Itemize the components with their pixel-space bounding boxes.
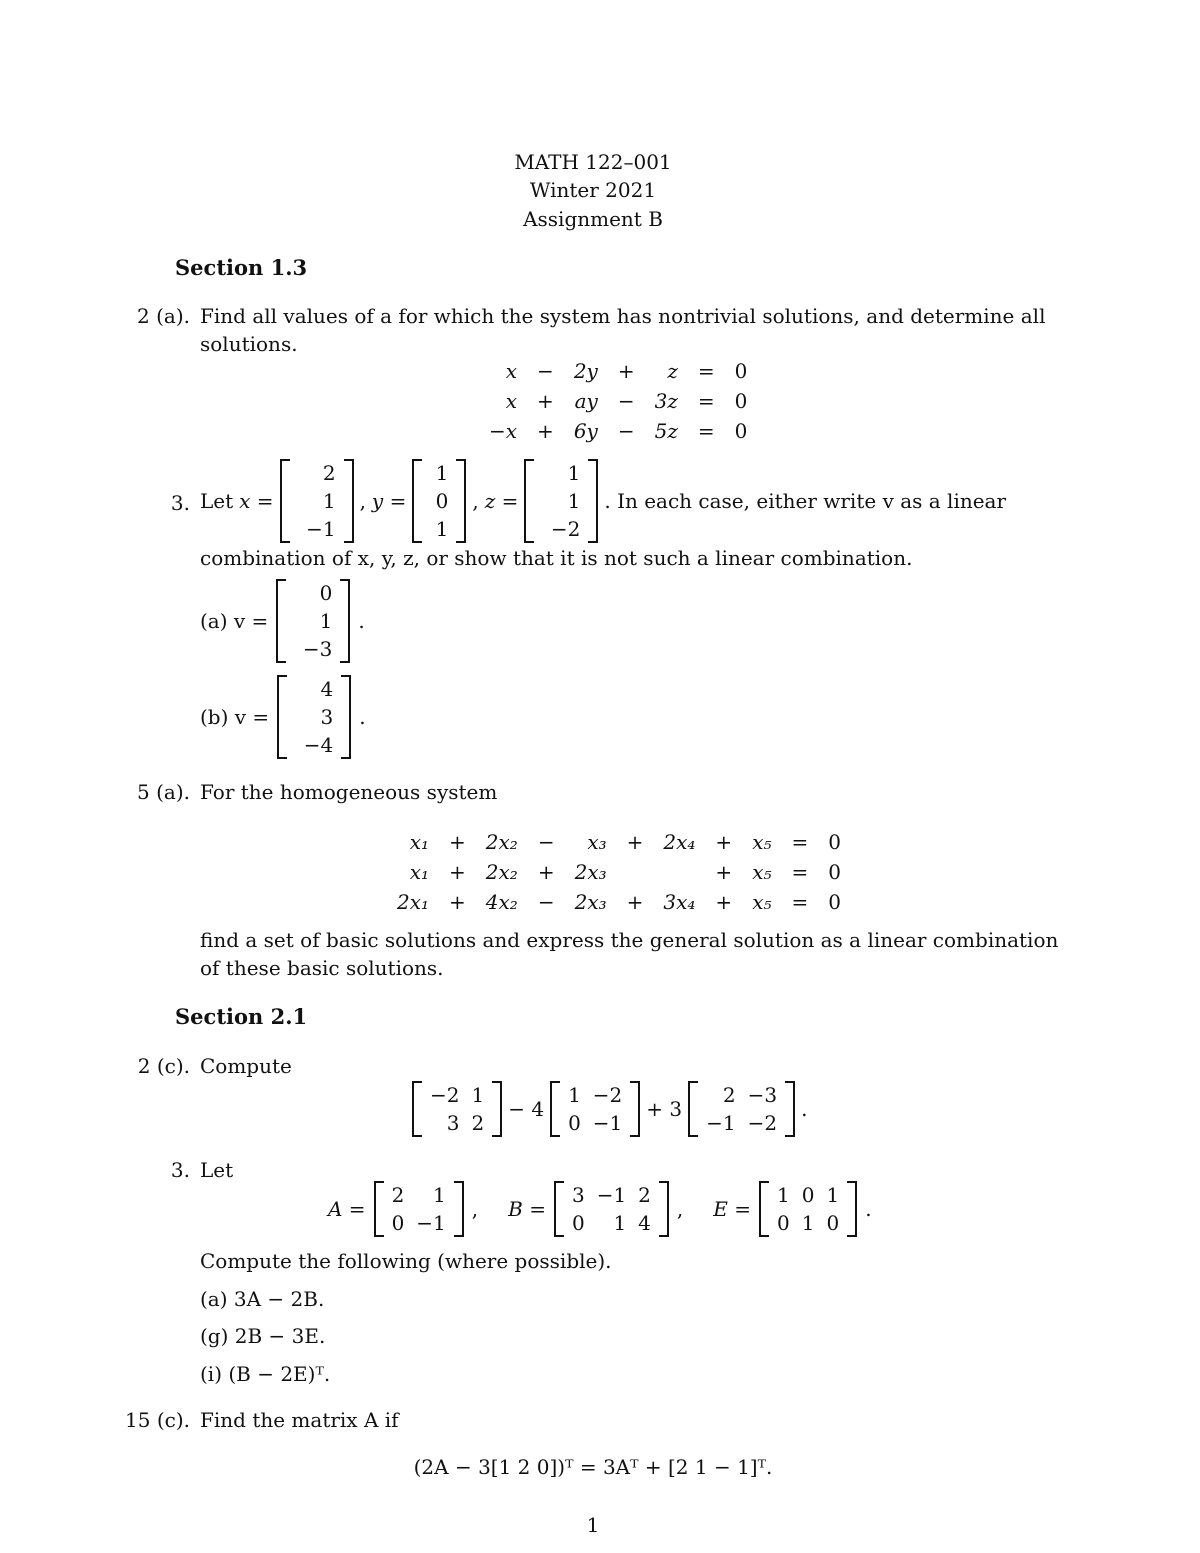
- vector-entry: −2: [550, 517, 581, 541]
- system-term: =: [791, 860, 809, 884]
- system-term: 5z: [654, 419, 678, 443]
- system-term: 0: [828, 890, 841, 914]
- system-term: +: [715, 890, 733, 914]
- matrix-entry: 1: [471, 1083, 485, 1107]
- system-term: +: [537, 389, 554, 413]
- vector-entry: 1: [567, 461, 581, 485]
- vector-entry: 2: [322, 461, 336, 485]
- q2a-label: 2 (a).: [137, 304, 190, 328]
- matrix-entry: 3: [446, 1111, 460, 1135]
- system-term: −: [537, 830, 555, 854]
- matrix-a-eq: A =: [328, 1197, 366, 1221]
- matrix-entry: 0: [776, 1211, 790, 1235]
- assignment-title: Assignment B: [523, 207, 663, 231]
- matrix-entry: 4: [638, 1211, 651, 1235]
- system-term: 2y: [573, 359, 598, 383]
- system-term: −: [617, 419, 635, 443]
- system-term: 3z: [654, 389, 678, 413]
- q3b-period: .: [359, 705, 366, 729]
- q3-2-1-let: Let: [200, 1158, 234, 1182]
- q3-comma-1: ,: [359, 489, 366, 513]
- matrix-entry: −2: [747, 1111, 778, 1135]
- q3b-label: (b) v =: [200, 705, 270, 729]
- q3a-label: (a) v =: [200, 609, 269, 633]
- matrix-entry: 3: [571, 1183, 585, 1207]
- q3-x-eq: x =: [239, 489, 274, 513]
- q2c-expression: [412, 1078, 807, 1140]
- vector-entry: 1: [567, 489, 581, 513]
- system-term: 0: [828, 860, 841, 884]
- system-term: −: [617, 389, 635, 413]
- q15c-label: 15 (c).: [125, 1408, 190, 1432]
- system-term: 2x₃: [574, 890, 607, 914]
- q2c-matrix-1: [412, 1081, 502, 1137]
- matrix-entry: 1: [801, 1211, 815, 1235]
- system-term: 2x₄: [663, 830, 696, 854]
- matrix-e-period: .: [865, 1197, 872, 1221]
- q5a-text: For the homogeneous system: [200, 780, 498, 804]
- system-term: 3x₄: [663, 890, 696, 914]
- q5a-text-line1: find a set of basic solutions and express the general solution as a linear combination: [200, 928, 1059, 952]
- matrix-entry: 1: [826, 1183, 840, 1207]
- system-term: +: [537, 419, 554, 443]
- system-term: −: [537, 890, 555, 914]
- system-term: −: [537, 359, 554, 383]
- system-term: =: [791, 890, 809, 914]
- q3-2-1-matrices: [328, 1178, 872, 1240]
- vector-entry: −1: [306, 517, 336, 541]
- q3-x-vector: [280, 459, 354, 543]
- system-term: x₃: [587, 830, 607, 854]
- q3-y-eq: y =: [371, 489, 407, 513]
- matrix-entry: 0: [826, 1211, 840, 1235]
- system-term: 2x₁: [397, 890, 430, 914]
- matrix-entry: −2: [592, 1083, 623, 1107]
- matrix-e-eq: E =: [713, 1197, 751, 1221]
- system-term: +: [449, 830, 466, 854]
- system-term: 2x₂: [485, 860, 518, 884]
- matrix-entry: −1: [706, 1111, 736, 1135]
- matrix-b-eq: B =: [508, 1197, 546, 1221]
- q2c-op-1: − 4: [508, 1097, 545, 1121]
- q3-z-vector: [524, 459, 598, 543]
- vector-entry: 1: [322, 489, 336, 513]
- matrix-b: [554, 1181, 669, 1237]
- system-term: +: [626, 890, 644, 914]
- vector-entry: −4: [303, 733, 334, 757]
- system-term: [654, 858, 704, 886]
- matrix-entry: −3: [747, 1083, 778, 1107]
- matrix-entry: 0: [801, 1183, 815, 1207]
- system-term: x₁: [409, 830, 430, 854]
- q3b-vector: [277, 675, 351, 759]
- vector-entry: 3: [320, 705, 334, 729]
- matrix-entry: −2: [430, 1083, 460, 1107]
- system-term: +: [715, 860, 733, 884]
- system-term: 4x₂: [485, 890, 518, 914]
- q3-2-1-item-a: (a) 3A − 2B.: [200, 1287, 325, 1311]
- matrix-entry: 1: [568, 1083, 581, 1107]
- system-term: x₁: [409, 860, 430, 884]
- q5a-label: 5 (a).: [137, 780, 190, 804]
- system-term: −x: [489, 419, 518, 443]
- system-term: 0: [828, 830, 841, 854]
- system-term: =: [697, 389, 715, 413]
- system-term: ay: [574, 389, 598, 413]
- q2a-text-line1: Find all values of a for which the system has nontrivial solutions, and determine all: [200, 304, 1046, 328]
- system-term: 6y: [573, 419, 598, 443]
- system-term: 0: [734, 389, 748, 413]
- q2c-period: .: [801, 1097, 808, 1121]
- system-term: +: [449, 890, 466, 914]
- section-2-1-title: Section 2.1: [175, 1004, 308, 1029]
- system-term: +: [449, 860, 466, 884]
- q3-2-1-label: 3.: [170, 1158, 190, 1182]
- q5a-text-line2: of these basic solutions.: [200, 956, 444, 980]
- course-title: MATH 122–001: [514, 150, 672, 174]
- matrix-b-comma: ,: [676, 1197, 684, 1221]
- system-term: =: [791, 830, 809, 854]
- page-number: 1: [586, 1513, 600, 1537]
- system-term: +: [617, 359, 635, 383]
- vector-entry: 0: [319, 581, 333, 605]
- q3-2-1-compute-text: Compute the following (where possible).: [200, 1249, 612, 1273]
- q2c-matrix-3: [688, 1081, 795, 1137]
- q2c-label: 2 (c).: [137, 1054, 190, 1078]
- q3a-vector: [276, 579, 350, 663]
- system-term: 0: [734, 359, 748, 383]
- matrix-a: [374, 1181, 464, 1237]
- matrix-entry: 1: [433, 1183, 446, 1207]
- q3b-row: [200, 676, 366, 758]
- q3-label: 3.: [170, 491, 190, 515]
- vector-entry: 1: [319, 609, 333, 633]
- matrix-entry: −1: [592, 1111, 623, 1135]
- vector-entry: 4: [320, 677, 334, 701]
- q5a-system: [386, 826, 852, 918]
- system-term: 2x₃: [574, 860, 607, 884]
- matrix-entry: 0: [568, 1111, 581, 1135]
- system-term: =: [697, 419, 715, 443]
- system-term: x: [505, 389, 518, 413]
- section-1-3-title: Section 1.3: [175, 255, 308, 280]
- system-term: +: [537, 860, 555, 884]
- q3-let: Let: [200, 489, 234, 513]
- system-term: =: [697, 359, 715, 383]
- q2c-op-2: + 3: [646, 1097, 683, 1121]
- matrix-entry: 2: [638, 1183, 651, 1207]
- term: Winter 2021: [529, 178, 657, 202]
- matrix-entry: 0: [571, 1211, 585, 1235]
- q15c-text: Find the matrix A if: [200, 1408, 399, 1432]
- matrix-entry: −1: [416, 1211, 446, 1235]
- matrix-e: [759, 1181, 857, 1237]
- system-term: x₅: [752, 830, 772, 854]
- q3a-row: [200, 580, 365, 662]
- q3-2-1-item-g: (g) 2B − 3E.: [200, 1324, 326, 1348]
- system-term: x: [505, 359, 518, 383]
- vector-entry: −3: [302, 637, 333, 661]
- q3-comma-2: ,: [472, 489, 479, 513]
- q3-text-line2: combination of x, y, z, or show that it is not such a linear combination.: [200, 546, 913, 570]
- q3-text-tail: . In each case, either write v as a linear: [604, 489, 1007, 513]
- system-term: 2x₂: [485, 830, 518, 854]
- matrix-entry: 2: [722, 1083, 736, 1107]
- matrix-entry: −1: [596, 1183, 627, 1207]
- vector-entry: 0: [435, 489, 449, 513]
- matrix-entry: 2: [391, 1183, 405, 1207]
- system-term: x₅: [752, 860, 772, 884]
- matrix-entry: 1: [613, 1211, 627, 1235]
- q2c-text: Compute: [200, 1054, 292, 1078]
- matrix-a-comma: ,: [471, 1197, 479, 1221]
- system-term: +: [626, 830, 644, 854]
- q3a-period: .: [358, 609, 365, 633]
- q3-2-1-item-i: (i) (B − 2E)ᵀ.: [200, 1362, 331, 1386]
- q3-y-vector: [412, 459, 466, 543]
- q3-definition-row: [200, 460, 1006, 542]
- q2a-system: [478, 355, 758, 447]
- system-term: z: [667, 359, 678, 383]
- system-term: x₅: [752, 890, 772, 914]
- vector-entry: 1: [435, 461, 449, 485]
- q15c-equation: (2A − 3[1 2 0])ᵀ = 3Aᵀ + [2 1 − 1]ᵀ.: [413, 1455, 773, 1479]
- matrix-entry: 0: [391, 1211, 405, 1235]
- vector-entry: 1: [435, 517, 449, 541]
- matrix-entry: 2: [471, 1111, 485, 1135]
- matrix-entry: 1: [776, 1183, 790, 1207]
- system-term: 0: [734, 419, 748, 443]
- system-term: [618, 858, 653, 886]
- q3-z-eq: z =: [484, 489, 519, 513]
- q2c-matrix-2: [550, 1081, 640, 1137]
- system-term: +: [715, 830, 733, 854]
- q2a-text-line2: solutions.: [200, 332, 298, 356]
